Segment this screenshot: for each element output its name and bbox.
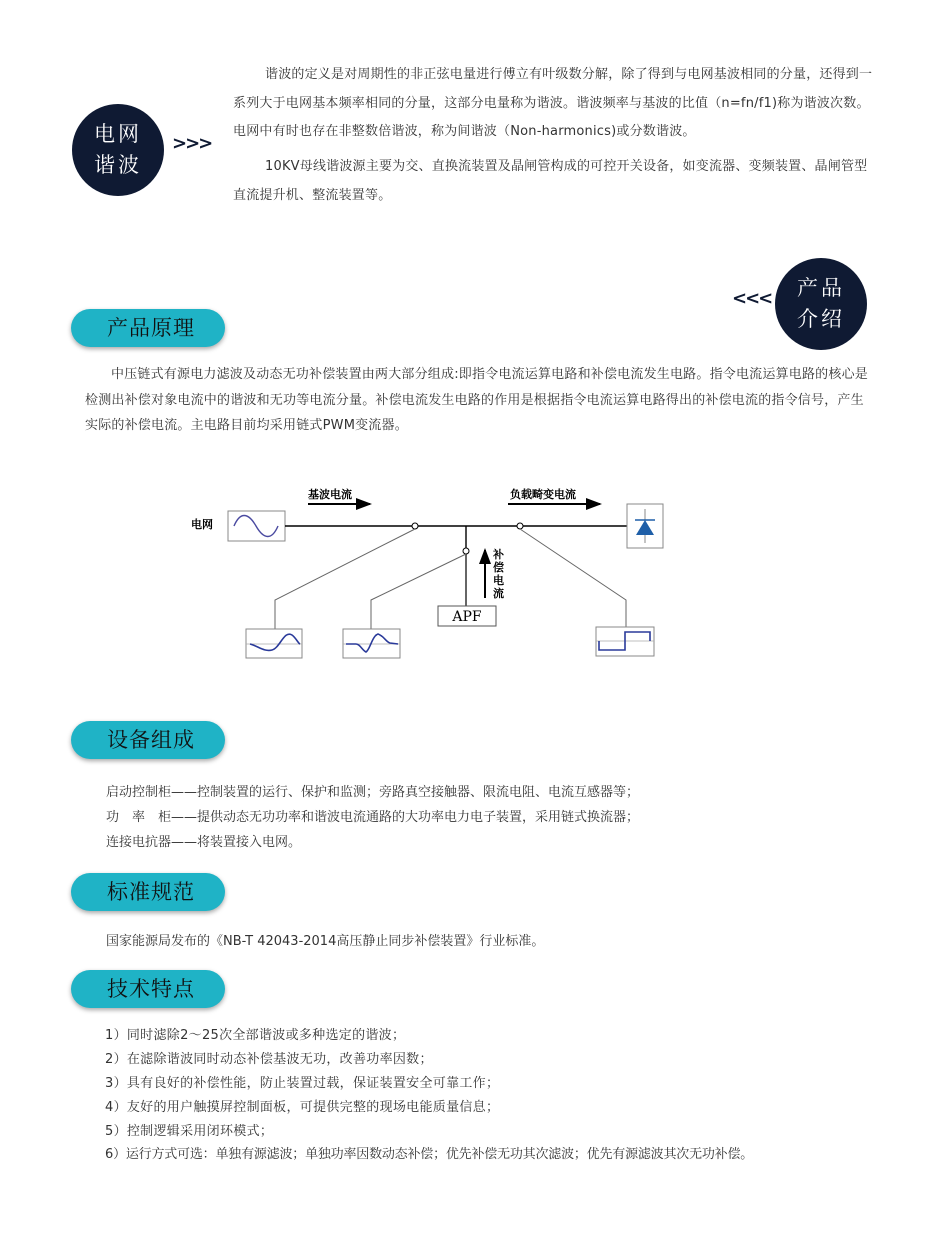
- product-intro-circle-line2: 介绍: [797, 307, 845, 331]
- right-arrows-icon: >>>: [172, 133, 212, 154]
- harmonic-circle-line2: 谐波: [94, 153, 142, 177]
- harmonic-circle-line1: 电网: [94, 122, 142, 146]
- section-title-composition: 设备组成: [71, 721, 225, 759]
- section-title-principle: 产品原理: [71, 309, 225, 347]
- composition-line-2: 功 率 柜——提供动态无功功率和谐波电流通路的大功率电力电子装置，采用链式换流器；: [106, 810, 640, 825]
- apf-label: APF: [452, 609, 482, 625]
- feature-item-3: 3）具有良好的补偿性能，防止装置过载，保证装置安全可靠工作；: [105, 1076, 500, 1091]
- product-intro-circle-line1: 产品: [797, 276, 845, 300]
- waveform-box-1: [246, 629, 302, 658]
- load-current-label: 负载畸变电流: [510, 488, 576, 501]
- apf-circuit-diagram: [180, 480, 680, 665]
- section-title-features: 技术特点: [71, 970, 225, 1008]
- diagram-grid-label: 电网: [191, 518, 213, 531]
- feature-item-5: 5）控制逻辑采用闭环模式；: [105, 1124, 274, 1139]
- principle-text: 中压链式有源电力滤波及动态无功补偿装置由两大部分组成:即指令电流运算电路和补偿电流发生电路。指令电流运算电路的核心是检测出补偿对象电流中的谐波和无功等电流分量。补偿电流发生电路的作用是根据指令电流运算电路得出的补偿电流的指令信号，产生实际的补偿电流。主电路目前均采用链式PWM变流器。: [85, 367, 868, 433]
- harmonic-paragraph-1: 谐波的定义是对周期性的非正弦电量进行傅立有叶级数分解，除了得到与电网基波相同的分量，还得到一系列大于电网基本频率相同的分量，这部分电量称为谐波。谐波频率与基波的比值（n=fn/f1)称为谐波次数。电网中有时也存在非整数倍谐波，称为间谐波（Non-harmonics)或分数谐波。: [233, 67, 873, 140]
- fundamental-current-label: 基波电流: [308, 488, 352, 501]
- feature-item-6: 6）运行方式可选：单独有源滤波；单独功率因数动态补偿；优先补偿无功其次滤波；优先有源滤波其次无功补偿。: [105, 1147, 754, 1162]
- left-arrows-icon: <<<: [732, 288, 772, 309]
- compensation-current-label: 补 偿 电 流: [493, 548, 504, 600]
- standard-text: 国家能源局发布的《NB-T 42043-2014高压静止同步补偿装置》行业标准。: [106, 934, 545, 949]
- composition-line-3: 连接电抗器——将装置接入电网。: [106, 835, 302, 850]
- section-title-standard: 标准规范: [71, 873, 225, 911]
- product-intro-circle-badge: [775, 258, 867, 350]
- feature-item-2: 2）在滤除谐波同时动态补偿基波无功，改善功率因数；: [105, 1052, 433, 1067]
- feature-item-4: 4）友好的用户触摸屏控制面板，可提供完整的现场电能质量信息；: [105, 1100, 500, 1115]
- harmonic-circle-badge: [72, 104, 164, 196]
- feature-item-1: 1）同时滤除2～25次全部谐波或多种选定的谐波；: [105, 1028, 406, 1043]
- harmonic-paragraph-2: 10KV母线谐波源主要为交、直换流装置及晶闸管构成的可控开关设备，如变流器、变频装置、晶闸管型直流提升机、整流装置等。: [233, 159, 868, 203]
- harmonic-text: [233, 61, 873, 211]
- composition-line-1: 启动控制柜——控制装置的运行、保护和监测；旁路真空接触器、限流电阻、电流互感器等；: [106, 785, 640, 800]
